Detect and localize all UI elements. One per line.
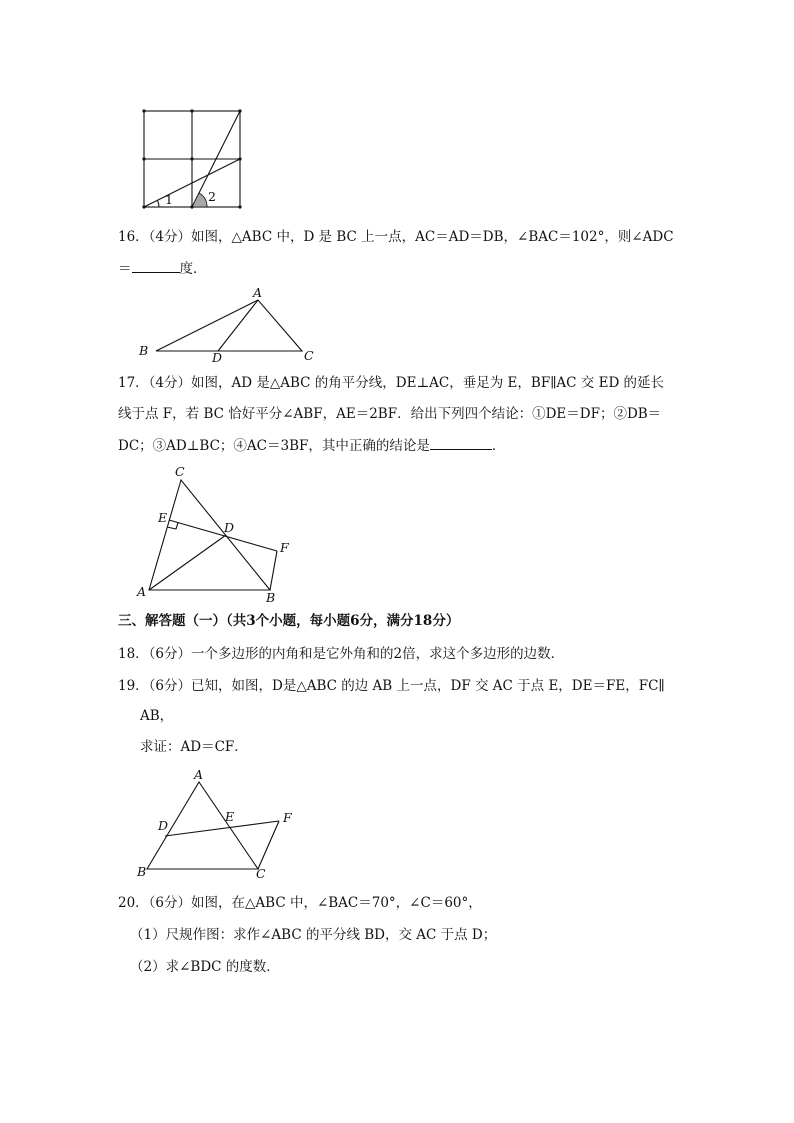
- triangle-abc: [149, 480, 270, 590]
- label-e: E: [158, 510, 168, 525]
- label-f: F: [280, 540, 289, 555]
- label-a: A: [137, 584, 147, 599]
- q20-line-1: 20．（6分）如图，在△ABC 中，∠BAC＝70°，∠C＝60°，: [118, 895, 482, 911]
- label-b: B: [137, 864, 147, 879]
- section-3-title: 三、解答题（一）（共3个小题，每小题6分，满分18分）: [118, 613, 460, 629]
- triangle-abc: [156, 300, 302, 351]
- q16-line-2: [118, 258, 207, 279]
- segment-fc: [258, 821, 279, 869]
- segment-ef: [169, 520, 277, 551]
- label-c: C: [175, 464, 185, 479]
- q18-text: 18．（6分）一个多边形的内角和是它外角和的2倍，求这个多边形的边数．: [118, 646, 565, 662]
- label-a: A: [194, 767, 204, 782]
- q19-line-1: 19．（6分）已知，如图，D是△ABC 的边 AB 上一点，DF 交 AC 于点 E，DE＝FE，FC∥: [118, 678, 665, 694]
- label-f: F: [283, 810, 292, 825]
- label-b: B: [139, 343, 149, 358]
- q17-line-3-text: DC；③AD⊥BC；④AC＝3BF，其中正确的结论是: [118, 438, 430, 454]
- label-b: B: [266, 590, 276, 605]
- triangle-abc-figure-q17: [134, 462, 304, 605]
- angle-2-shade: [192, 193, 207, 207]
- q16-line-1: 16．（4分）如图，△ABC 中，D 是 BC 上一点，AC＝AD＝DB，∠BAC＝102°，则∠ADC: [118, 229, 674, 245]
- label-d: D: [212, 350, 223, 365]
- label-d: D: [224, 520, 235, 535]
- grid-angle-figure: [138, 105, 248, 210]
- label-c: C: [256, 866, 266, 881]
- label-a: A: [253, 285, 263, 300]
- label-e: E: [225, 809, 235, 824]
- angle-1-arc: [158, 201, 160, 208]
- segment-bf: [270, 551, 277, 590]
- angle-2-label: 2: [208, 189, 216, 204]
- q19-prove-statement: 求证：AD＝CF．: [140, 739, 248, 755]
- q17-line-1: 17．（4分）如图，AD 是△ABC 的角平分线，DE⊥AC，垂足为 E，BF∥AC 交 ED 的延长: [118, 375, 665, 391]
- segment-ad: [149, 535, 226, 590]
- label-d: D: [158, 818, 169, 833]
- q16-answer-blank[interactable]: [132, 258, 180, 273]
- q20-part-2: （2）求∠BDC 的度数．: [130, 959, 280, 975]
- segment-ad: [218, 300, 258, 351]
- q20-part-1: （1）尺规作图：求作∠ABC 的平分线 BD，交 AC 于点 D；: [130, 927, 497, 943]
- q16-unit: 度．: [179, 261, 207, 277]
- q17-answer-blank[interactable]: [430, 435, 492, 450]
- q19-line-2: AB，: [140, 708, 174, 724]
- q17-line-2: 线于点 F，若 BC 恰好平分∠ABF，AE＝2BF．给出下列四个结论：①DE＝DF；②DB＝: [118, 406, 662, 422]
- triangle-abc-figure-q16: [136, 284, 326, 366]
- triangle-abc-figure-q19: [134, 766, 304, 881]
- q17-period: ．: [491, 438, 506, 454]
- segment-df: [165, 821, 279, 836]
- label-c: C: [304, 348, 314, 363]
- q16-equals: ＝: [118, 261, 132, 277]
- angle-1-label: 1: [165, 192, 173, 207]
- q17-line-3: [118, 435, 505, 456]
